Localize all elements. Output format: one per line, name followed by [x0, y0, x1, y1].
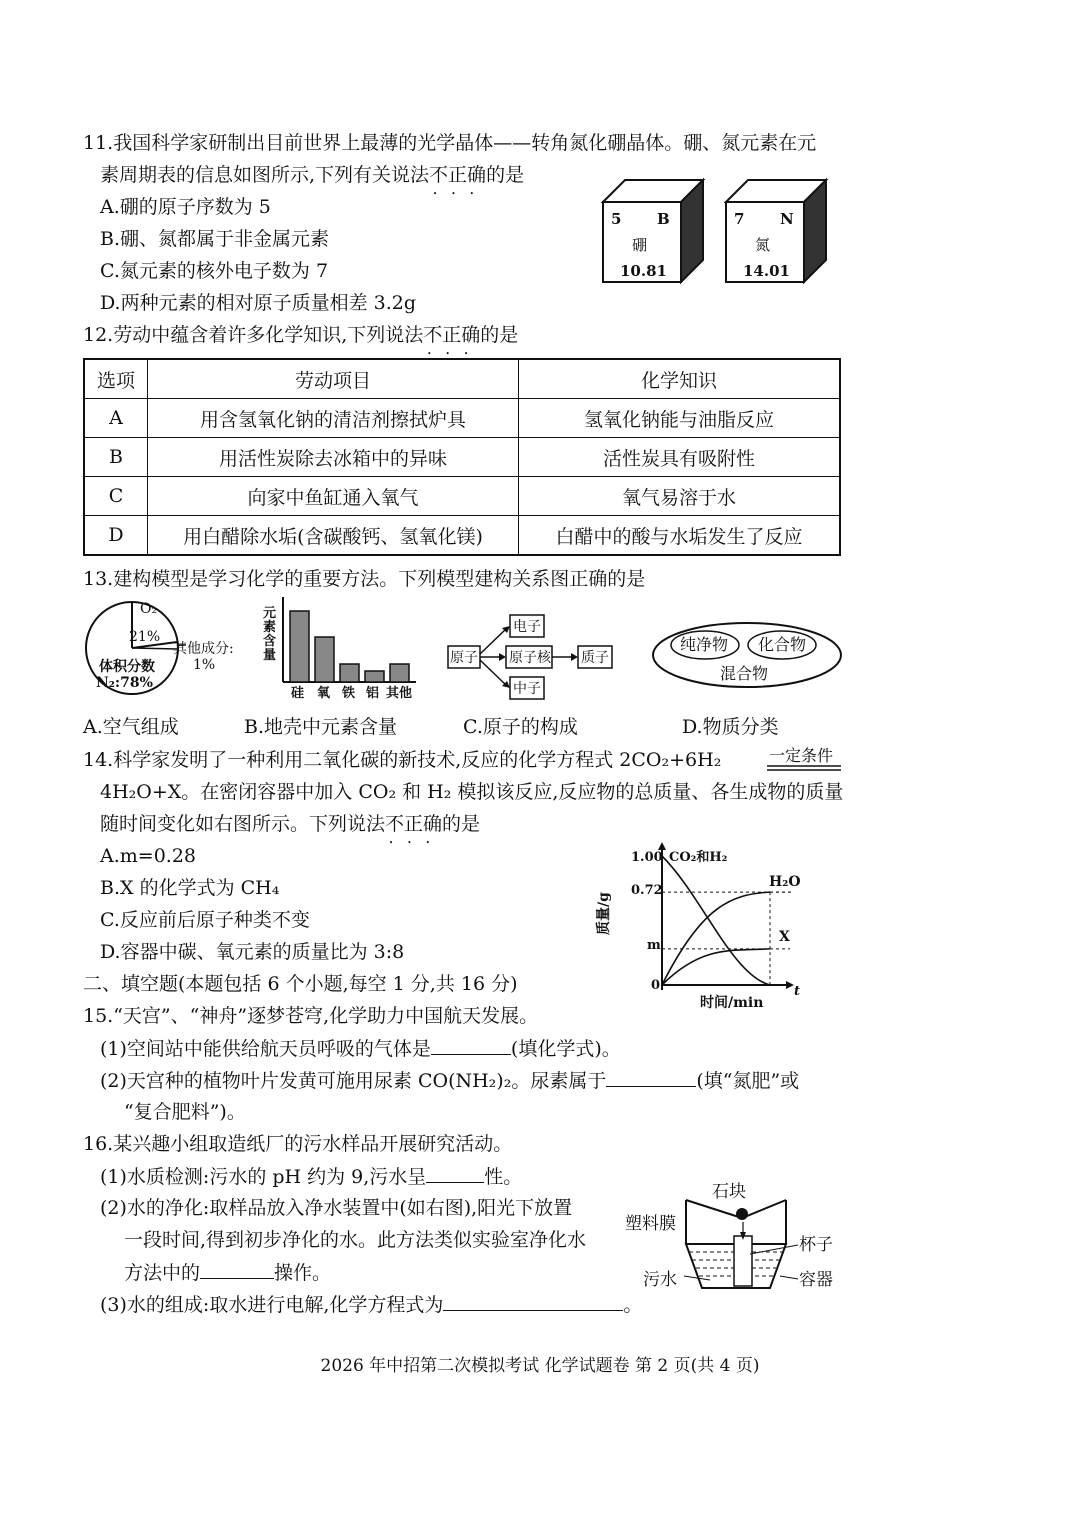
q16-stem: 16.某兴趣小组取造纸厂的污水样品开展研究活动。	[83, 1133, 513, 1155]
q14-stem-a: 随时间变化如右图所示。下列说法	[100, 813, 386, 835]
q12-stem-a: 12.劳动中蕴含着许多化学知识,下列说法	[83, 324, 424, 346]
q15-part2	[100, 1068, 799, 1093]
nitrogen-mass: 14.01	[743, 262, 790, 280]
bar-al	[365, 671, 384, 682]
cell: B	[84, 438, 148, 477]
q14-line2: 4H₂O+X。在密闭容器中加入 CO₂ 和 H₂ 模拟该反应,反应物的总质量、各生成物的质量	[100, 781, 844, 803]
pure-substance-label: 纯净物	[680, 635, 729, 654]
header-knowledge: 化学知识	[519, 359, 841, 399]
proton-box: 质子	[581, 650, 609, 666]
pie-o2-label: O₂	[140, 601, 158, 617]
y-axis-label: 质量/g	[596, 892, 612, 935]
header-option: 选项	[84, 359, 148, 399]
nitrogen-name: 氮	[755, 236, 771, 254]
boron-name: 硼	[632, 236, 648, 254]
cell: 用白醋除水垢(含碳酸钙、氢氧化镁)	[148, 516, 519, 556]
boron-mass: 10.81	[620, 262, 667, 280]
bar-cat-al: 铝	[366, 686, 380, 701]
q15-blank-2[interactable]	[606, 1068, 696, 1087]
mixture-label: 混合物	[720, 664, 769, 683]
bar-o	[315, 637, 334, 682]
q14-option-c: C.反应前后原子种类不变	[100, 909, 310, 931]
bar-cat-other: 其他	[386, 686, 413, 701]
bar-ylabel: 元素含量	[263, 606, 277, 663]
stone-icon	[736, 1208, 748, 1220]
table-row	[84, 516, 840, 556]
q15-blank-1[interactable]	[431, 1036, 511, 1055]
crust-bar-chart	[280, 595, 420, 687]
pointer-lines	[680, 1240, 800, 1290]
q16-blank-3[interactable]	[443, 1292, 623, 1311]
cell: 氧气易溶于水	[519, 477, 841, 516]
film-label: 塑料膜	[625, 1214, 676, 1234]
table-row	[84, 438, 840, 477]
q15-part1	[100, 1036, 621, 1061]
q14-line3	[100, 812, 480, 836]
compound-label: 化合物	[758, 635, 807, 654]
q14-condition: 一定条件	[769, 746, 834, 765]
ytick-072: 0.72	[631, 883, 663, 898]
q16-part2-line3	[124, 1260, 331, 1285]
q12-emphasis: 不正确 • • •	[423, 324, 480, 346]
pie-other-label: 其他成分:	[173, 641, 234, 657]
bar-other	[390, 664, 409, 682]
q16-part2-line2: 一段时间,得到初步净化的水。此方法类似实验室净化水	[124, 1229, 587, 1251]
nitrogen-number: 7	[734, 210, 745, 228]
q16-p3-text: (3)水的组成:取水进行电解,化学方程式为	[100, 1294, 444, 1316]
q14-emphasis: 不正确 • • •	[385, 813, 442, 835]
legend-h2o: H₂O	[769, 874, 801, 890]
bar-si	[290, 611, 309, 682]
pie-o2-pct: 21%	[129, 629, 161, 645]
equation-double-line	[767, 765, 841, 773]
q11-line2	[100, 163, 524, 187]
ytick-0: 0	[651, 978, 661, 993]
section-two-title: 二、填空题(本题包括 6 个小题,每空 1 分,共 16 分)	[83, 973, 518, 995]
x-axis-label: 时间/min	[700, 995, 764, 1011]
q13-option-c: C.原子的构成	[463, 716, 578, 738]
q11-option-d: D.两种元素的相对原子质量相差 3.2g	[100, 292, 417, 314]
boron-symbol: B	[657, 210, 670, 228]
q13-stem: 13.建构模型是学习化学的重要方法。下列模型建构关系图正确的是	[83, 568, 646, 590]
q16-blank-2[interactable]	[200, 1260, 274, 1279]
bar-cat-o: 氧	[317, 686, 331, 701]
q13-option-d: D.物质分类	[682, 716, 779, 738]
bar-fe	[340, 664, 359, 682]
xtick-t: t	[794, 984, 801, 999]
q11-option-a: A.硼的原子序数为 5	[100, 196, 271, 218]
electron-box: 电子	[513, 619, 541, 635]
boron-number: 5	[611, 210, 622, 228]
q16-p2-text: 方法中的	[124, 1262, 201, 1284]
cup-label: 杯子	[799, 1235, 833, 1255]
nucleus-box: 原子核	[509, 650, 551, 666]
labor-table	[83, 358, 841, 556]
table-row	[84, 477, 840, 516]
pie-n2-label: N₂:78%	[96, 675, 153, 691]
q14-stem-c: 的是	[442, 813, 481, 835]
cell: D	[84, 516, 148, 556]
q16-part3	[100, 1292, 642, 1317]
q16-p1-tail: 性。	[484, 1166, 523, 1188]
q11-stem-c: 的是	[486, 164, 525, 186]
q14-option-d: D.容器中碳、氧元素的质量比为 3:8	[100, 941, 405, 963]
cell: 向家中鱼缸通入氧气	[148, 477, 519, 516]
q11-option-c: C.氮元素的核外电子数为 7	[100, 260, 329, 282]
q14-line1: 14.科学家发明了一种利用二氧化碳的新技术,反应的化学方程式 2CO₂+6H₂	[83, 749, 722, 771]
bar-cat-fe: 铁	[342, 686, 356, 701]
nitrogen-symbol: N	[780, 210, 794, 228]
q15-p1-tail: (填化学式)。	[510, 1038, 621, 1060]
q12-stem	[83, 323, 518, 347]
pie-other-pct: 1%	[193, 657, 216, 673]
atom-box: 原子	[450, 650, 478, 666]
q16-p2-tail: 操作。	[274, 1262, 332, 1284]
table-header-row	[84, 359, 840, 399]
q13-option-a: A.空气组成	[83, 716, 179, 738]
q15-part2-cont: “复合肥料”)。	[124, 1101, 246, 1123]
q14-option-a: A.m=0.28	[100, 845, 197, 867]
cell: 氢氧化钠能与油脂反应	[519, 399, 841, 438]
q15-p1-text: (1)空间站中能供给航天员呼吸的气体是	[100, 1038, 431, 1060]
legend-x: X	[779, 929, 790, 945]
q16-blank-1[interactable]	[426, 1164, 484, 1183]
page-footer: 2026 年中招第二次模拟考试 化学试题卷 第 2 页(共 4 页)	[320, 1356, 760, 1376]
ytick-1: 1.00	[631, 850, 663, 865]
cell: C	[84, 477, 148, 516]
cell: 用含氢氧化钠的清洁剂擦拭炉具	[148, 399, 519, 438]
q13-option-b: B.地壳中元素含量	[244, 716, 398, 738]
table-row	[84, 399, 840, 438]
cell: 活性炭具有吸附性	[519, 438, 841, 477]
q11-stem-a: 素周期表的信息如图所示,下列有关说法	[100, 164, 430, 186]
neutron-box: 中子	[513, 681, 541, 697]
q15-stem: 15.“天宫”、“神舟”逐梦苍穹,化学助力中国航天发展。	[83, 1005, 539, 1027]
q16-p1-text: (1)水质检测:污水的 pH 约为 9,污水呈	[100, 1166, 427, 1188]
q16-part2-line1: (2)水的净化:取样品放入净水装置中(如右图),阳光下放置	[100, 1197, 573, 1219]
q11-emphasis: 不正确 • • •	[429, 164, 486, 186]
q11-option-b: B.硼、氮都属于非金属元素	[100, 228, 330, 250]
q15-p2-text: (2)天宫种的植物叶片发黄可施用尿素 CO(NH₂)₂。尿素属于	[100, 1070, 607, 1092]
pie-vol-label: 体积分数	[99, 659, 155, 675]
cell: 用活性炭除去冰箱中的异味	[148, 438, 519, 477]
cell: 白醋中的酸与水垢发生了反应	[519, 516, 841, 556]
ytick-m: m	[647, 938, 661, 953]
stone-label: 石块	[712, 1182, 746, 1202]
q16-p3-tail: 。	[623, 1294, 643, 1316]
legend-reactants: CO₂和H₂	[669, 850, 728, 865]
bar-cat-si: 硅	[291, 686, 305, 701]
container-label: 容器	[799, 1270, 833, 1290]
series-reactants	[662, 856, 770, 985]
sewage-label: 污水	[643, 1270, 677, 1290]
q16-part1	[100, 1164, 522, 1189]
header-labor: 劳动项目	[148, 359, 519, 399]
q14-option-b: B.X 的化学式为 CH₄	[100, 877, 280, 899]
cell: A	[84, 399, 148, 438]
q15-p2-tail: (填“氮肥”或	[696, 1070, 800, 1092]
q11-line1: 11.我国科学家研制出目前世界上最薄的光学晶体——转角氮化硼晶体。硼、氮元素在元	[83, 132, 817, 154]
q12-stem-c: 的是	[480, 324, 519, 346]
